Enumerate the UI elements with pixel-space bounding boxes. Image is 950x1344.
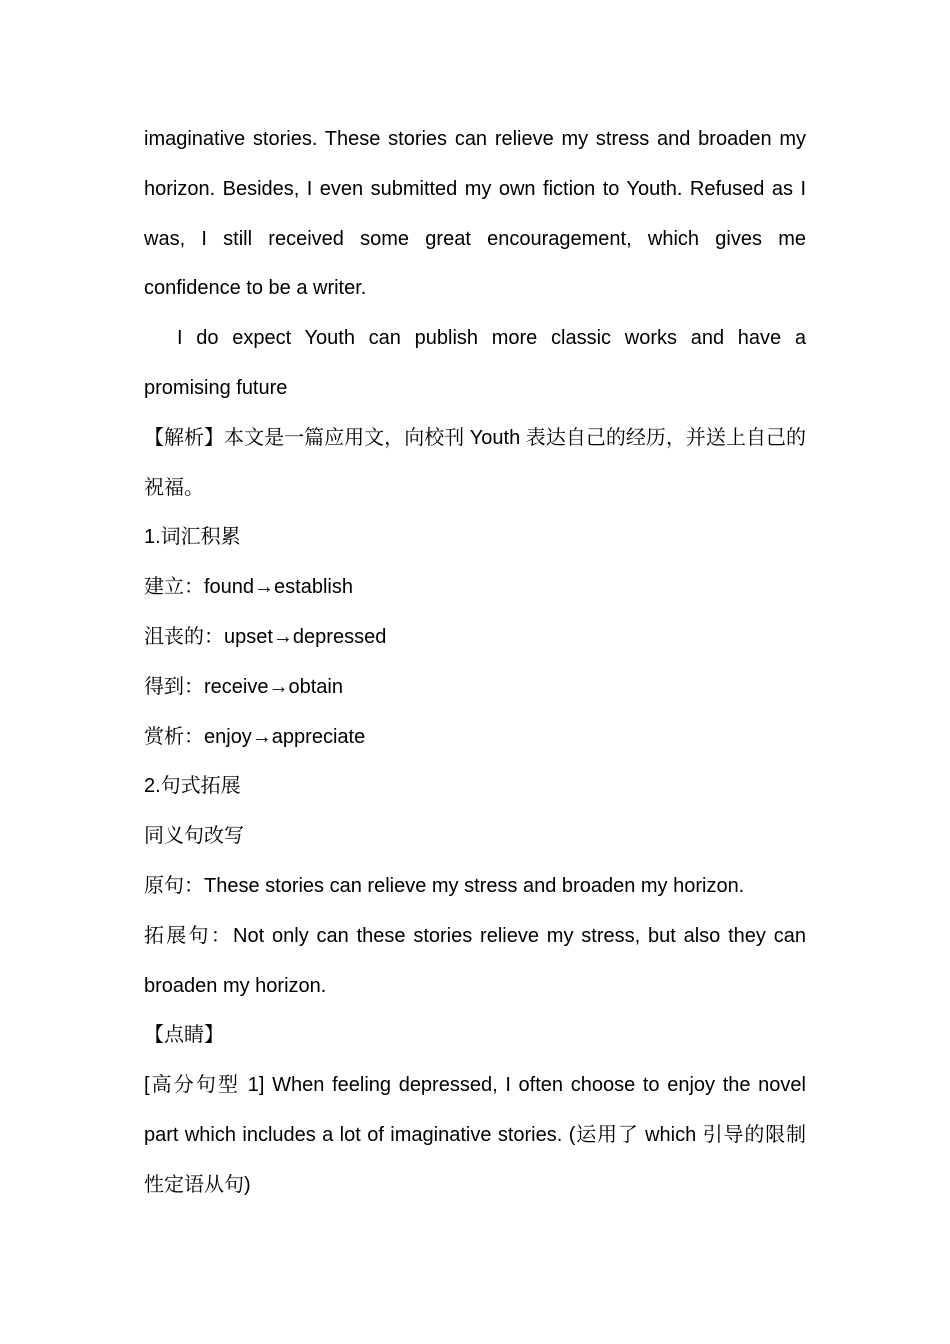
vocab-item: 赏析：enjoy→appreciate [144, 725, 366, 748]
document-body [144, 115, 806, 1211]
highlight-heading: 【点睛】 [144, 1024, 224, 1047]
essay-paragraph-2: I do expect Youth can publish more classic works and have a promising future [144, 327, 806, 399]
vocab-item: 得到：receive→obtain [144, 675, 343, 698]
essay-paragraph-1: imaginative stories. These stories can relieve my stress and broaden my horizon. Besides, I even submitted my own fiction to Youth. Refused as I was, I still received some great encouragement, which gives me confidence to be a writer. [144, 128, 806, 300]
analysis-intro: 【解析】本文是一篇应用文，向校刊 Youth 表达自己的经历，并送上自己的祝福。 [144, 426, 806, 499]
vocab-item: 沮丧的：upset→depressed [144, 625, 387, 648]
vocab-item: 建立：found→establish [144, 576, 353, 599]
expanded-sentence: 拓展句：Not only can these stories relieve my stress, but also they can broaden my horizon. [144, 924, 806, 997]
vocab-heading: 1.词汇积累 [144, 526, 241, 549]
sentence-heading: 2.句式拓展 [144, 775, 241, 798]
rewrite-heading: 同义句改写 [144, 825, 244, 848]
original-sentence: 原句：These stories can relieve my stress and broaden my horizon. [144, 874, 745, 897]
highlight-item-1: [高分句型 1] When feeling depressed, I often choose to enjoy the novel part which includes a lot of imaginative stories. (运用了 which 引导的限制性定语从句) [144, 1074, 806, 1196]
